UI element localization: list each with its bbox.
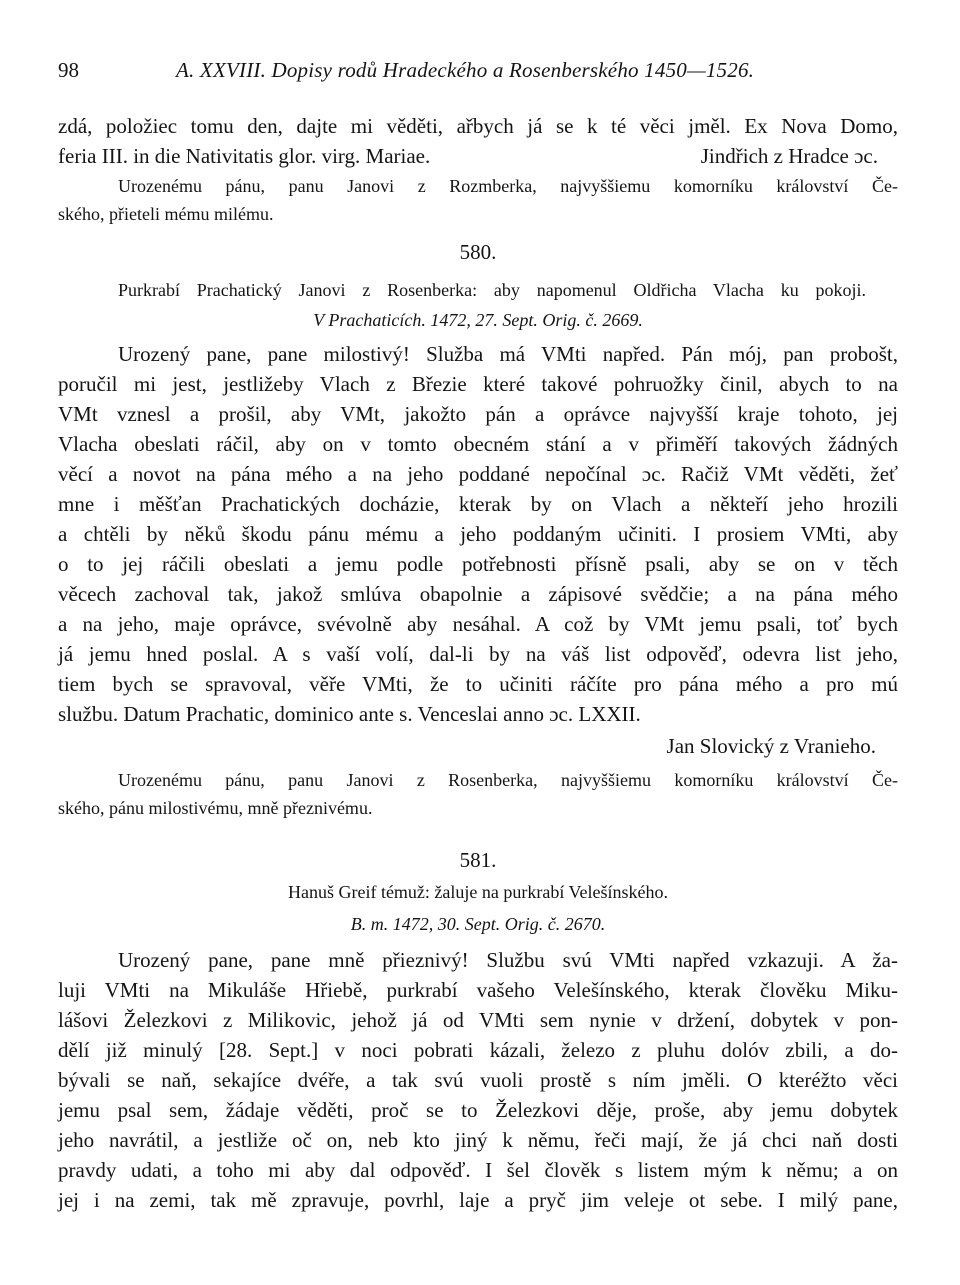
text-line: VMt vznesl a prošil, aby VMt, jakožto pán a oprávce najvyšší kraje tohoto, jej: [58, 402, 898, 426]
text-line: věcí a novot na pána mého a na jeho poddané nepočínal ɔc. Račiž VMt věděti, žeť: [58, 462, 898, 486]
entry-summary: Hanuš Greif témuž: žaluje na purkrabí Velešínského.: [287, 882, 669, 902]
entry-number: 580.: [459, 240, 497, 264]
text-line: dělí již minulý [28. Sept.] v noci pobrati kázali, železo z pluhu dolóv zbili, a do-: [58, 1038, 898, 1062]
page-header: [58, 58, 898, 88]
entry-source: B. m. 1472, 30. Sept. Orig. č. 2670.: [350, 914, 606, 934]
text-line: zdá, položiec tomu den, dajte mi věděti, ařbych já se k té věci jměl. Ex Nova Domo,: [58, 114, 898, 138]
text-line: lášovi Železkovi z Milikovic, jehož já od VMti sem nynie v držení, dobytek v pon-: [58, 1008, 898, 1032]
text-line: věcech zachoval tak, jakož smlúva obapolnie a zápisové svědčie; a na pána mého: [58, 582, 898, 606]
text-line: Urozený pane, pane milostivý! Služba má VMti napřed. Pán mój, pan probošt,: [118, 342, 898, 366]
text-line: Vlacha obeslati ráčil, aby on v tomto obecném stání a v přiměří takových žádných: [58, 432, 898, 456]
text-line: luji VMti na Mikuláše Hřiebě, purkrabí vašeho Velešínského, kterak člověku Miku-: [58, 978, 898, 1002]
text-line: a chtěli by něků škodu pánu mému a jeho poddaným učiniti. I prosiem VMti, aby: [58, 522, 898, 546]
text-line: já jemu hned poslal. A s vaší volí, dal-li by na váš list odpověď, odevra list jeho,: [58, 642, 898, 666]
text-line: feria III. in die Nativitatis glor. virg. Mariae.: [58, 144, 431, 168]
text-line: poručil mi jest, jestližeby Vlach z Březie které takové pohruožky činil, abych to na: [58, 372, 898, 396]
text-line: pravdy udati, a toho mi aby dal odpověď. I šel člověk s listem mým k němu; a on: [58, 1158, 898, 1182]
address-line: ského, pánu milostivému, mně přeznivému.: [58, 798, 373, 818]
text-line: mne i měšťan Prachatických docházie, kterak by on Vlach a někteří jeho hrozili: [58, 492, 898, 516]
text-line: a na jeho, maje oprávce, svévolně aby nesáhal. A což by VMt jemu psali, toť bych: [58, 612, 898, 636]
text-line: jemu psal sem, žádaje věděti, proč se to Železkovi děje, proše, aby jemu dobytek: [58, 1098, 898, 1122]
signature: Jindřich z Hradce ɔc.: [700, 144, 878, 168]
text-line: tiem bych se spravoval, věře VMti, že to učiniti ráčíte pro pána mého a pro mú: [58, 672, 898, 696]
text-line: jej i na zemi, tak mě zpravuje, povrhl, laje a pryč jim veleje ot sebe. I milý pane,: [58, 1188, 898, 1212]
text-line: bývali se naň, sekajíce dvéře, a tak svú vuoli prostě s ním jměli. O kteréžto věci: [58, 1068, 898, 1092]
text-line: službu. Datum Prachatic, dominico ante s. Venceslai anno ɔc. LXXII.: [58, 702, 641, 726]
text-line: jeho navrátil, a jestliže oč on, neb kto jiný k němu, řeči mají, že já chci naň dosti: [58, 1128, 898, 1152]
address-line: Urozenému pánu, panu Janovi z Rosenberka, najvyššiemu komorníku království Če-: [118, 770, 898, 790]
text-line: o to jej ráčili obeslati a jemu podle potřebnosti přísně psali, aby se on v těch: [58, 552, 898, 576]
page-number: 98: [58, 58, 79, 82]
text-line: Urozený pane, pane mně přieznivý! Službu svú VMti napřed vzkazuji. A ža-: [118, 948, 898, 972]
entry-number: 581.: [459, 848, 497, 872]
address-line: ského, přieteli mému milému.: [58, 204, 274, 224]
entry-summary: Purkrabí Prachatický Janovi z Rosenberka: aby napomenul Oldřicha Vlacha ku pokoji.: [118, 280, 866, 300]
signature: Jan Slovický z Vranieho.: [666, 734, 876, 758]
entry-source: V Prachaticích. 1472, 27. Sept. Orig. č. 2669.: [313, 310, 643, 330]
address-line: Urozenému pánu, panu Janovi z Rozmberka, najvyššiemu komorníku království Če-: [118, 176, 898, 196]
running-title: A. XXVIII. Dopisy rodů Hradeckého a Rosenberského 1450—1526.: [176, 58, 755, 82]
